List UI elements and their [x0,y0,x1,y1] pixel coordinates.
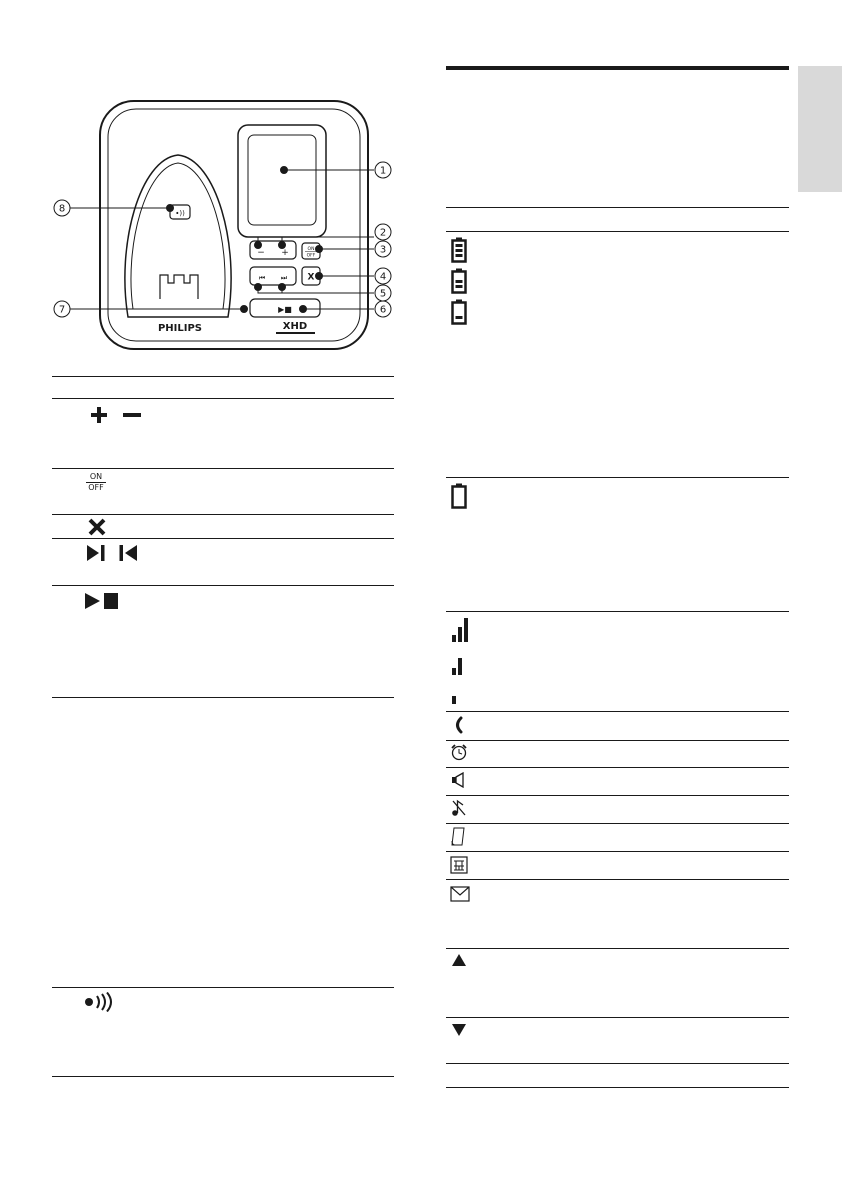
callout-8: 8 [58,203,66,215]
base-display [238,125,326,237]
svg-text:−: − [257,248,265,258]
alarm-icon [450,743,468,761]
plus-icon [90,406,108,424]
table-rule [52,987,394,988]
table-rule [446,1087,789,1088]
voice-mail-icon [450,856,468,874]
svg-text:▶■: ▶■ [278,305,292,314]
play-stop-icon [84,592,120,610]
skip-keys[interactable] [250,267,296,285]
table-rule [446,795,789,796]
callout-2: 2 [379,227,387,239]
table-rule [446,823,789,824]
table-rule [446,740,789,741]
xhd-logo: XHD [282,321,308,332]
signal-medium-icon [451,656,469,676]
table-rule [446,948,789,949]
ringer-off-icon [451,799,467,817]
table-rule [52,538,394,539]
message-icon [450,886,470,902]
callout-5: 5 [379,288,387,300]
svg-text:X: X [307,272,315,283]
callout-4: 4 [379,271,387,283]
battery-low-icon [451,299,467,325]
off-label: OFF [88,483,104,492]
table-rule [52,697,394,698]
table-rule [52,398,394,399]
callout-1: 1 [379,165,387,177]
on-off-icon [86,472,106,493]
base-station-body [100,101,368,349]
paging-icon [84,992,116,1012]
speaker-icon [451,772,467,788]
svg-text:⏮: ⏮ [258,274,266,282]
signal-low-icon [451,695,459,705]
table-rule [446,1063,789,1064]
table-rule [52,1076,394,1077]
philips-logo: PHILIPS [157,323,203,334]
table-rule [446,1017,789,1018]
table-rule [52,376,394,377]
base-station-diagram [40,95,410,355]
table-rule [446,611,789,612]
table-rule [52,585,394,586]
table-rule [446,879,789,880]
on-label: ON [86,472,106,483]
table-rule [446,711,789,712]
callout-6: 6 [379,304,387,316]
scroll-up-icon [451,953,467,967]
battery-empty-icon [451,483,467,509]
table-rule [446,767,789,768]
answering-machine-icon [451,827,465,847]
callouts [54,162,391,317]
signal-full-icon [451,617,469,643]
call-icon [452,716,464,734]
callout-7: 7 [58,304,66,316]
table-rule [446,477,789,478]
previous-icon [118,544,138,562]
table-rule [446,231,789,232]
handset-cradle [125,155,231,317]
delete-icon [88,518,106,536]
svg-text:+: + [281,248,289,258]
svg-text:OFF: OFF [306,253,316,259]
battery-full-icon [451,237,467,263]
side-tab [798,66,842,192]
svg-text:•)): •)) [175,209,185,218]
table-rule [446,851,789,852]
minus-icon [122,406,142,424]
callout-3: 3 [379,244,387,256]
scroll-down-icon [451,1023,467,1037]
table-rule [446,207,789,208]
section-title-rule [446,66,789,70]
svg-text:⏭: ⏭ [280,274,288,282]
table-rule [52,468,394,469]
next-icon [86,544,106,562]
table-rule [52,514,394,515]
battery-medium-icon [451,268,467,294]
charging-contacts [160,275,198,299]
svg-text:ON: ON [307,247,315,252]
